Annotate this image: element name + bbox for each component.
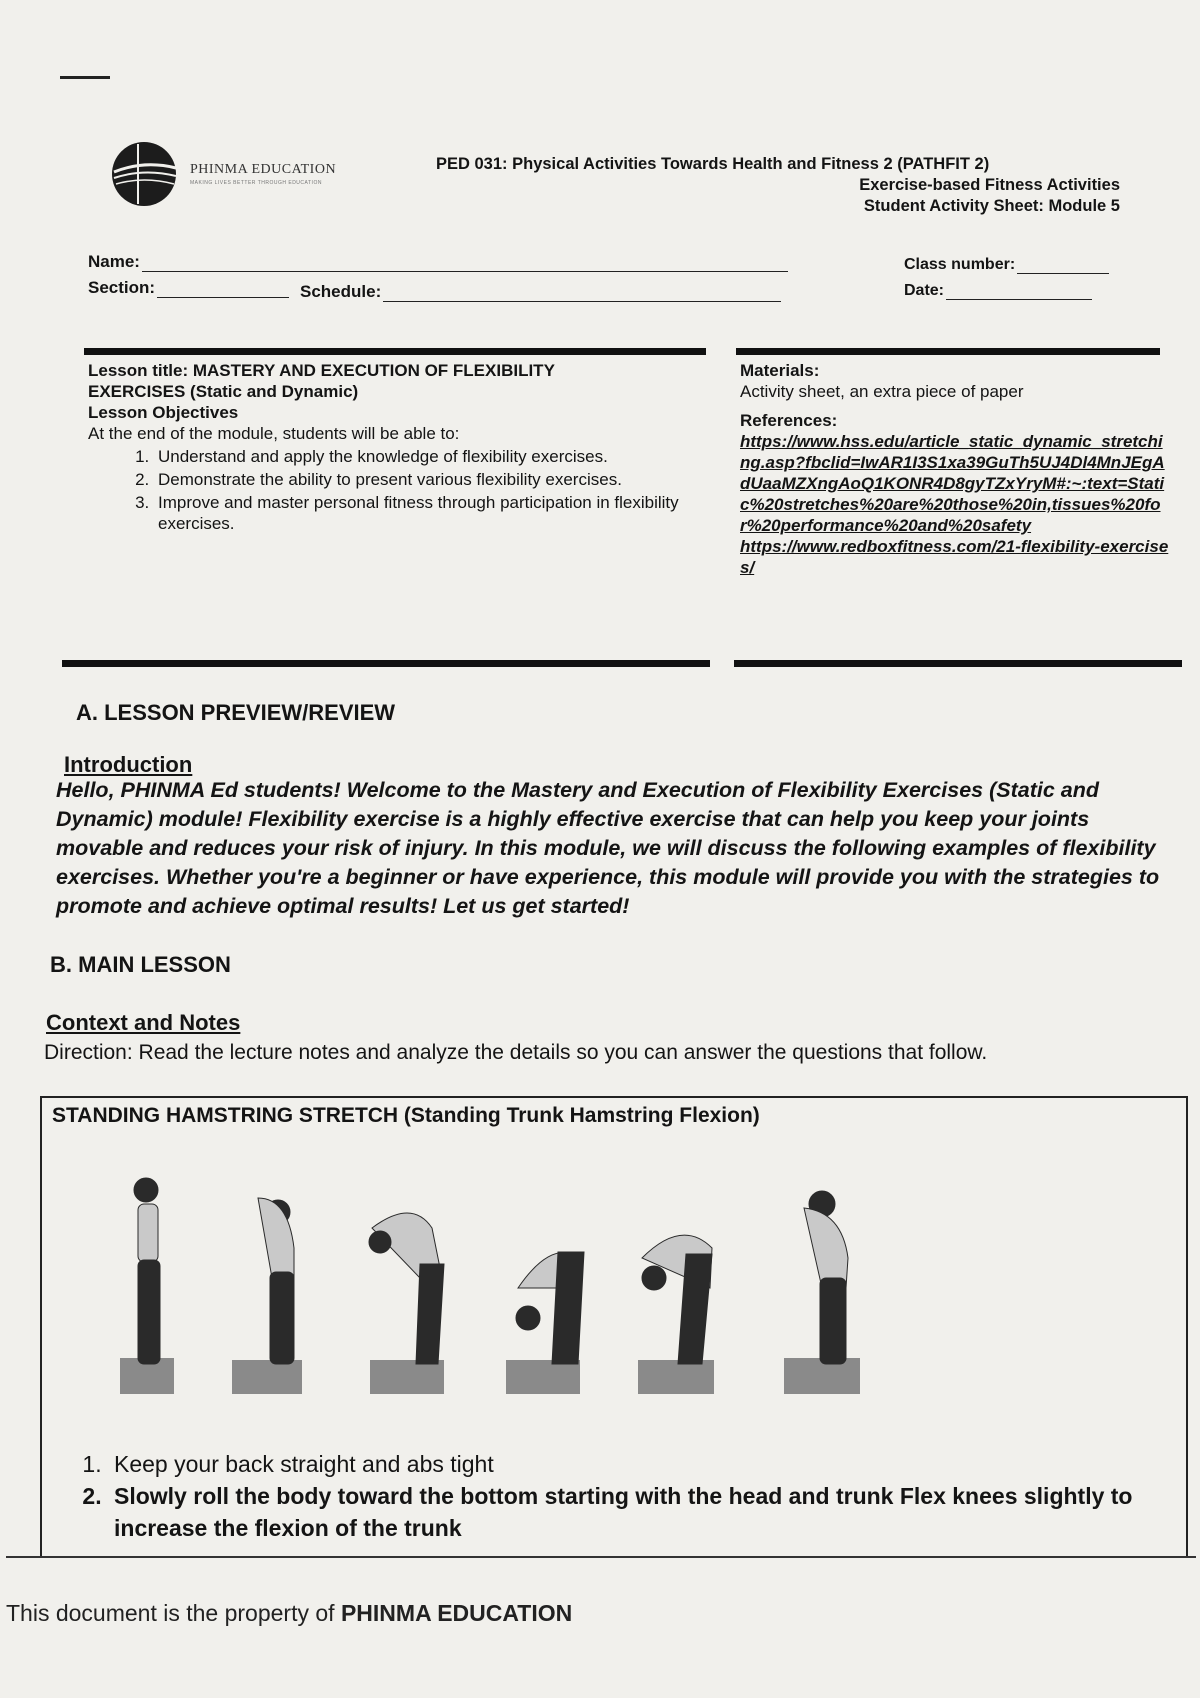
section-field[interactable] bbox=[88, 278, 289, 298]
objectives-list bbox=[88, 446, 698, 534]
top-rule-left bbox=[84, 348, 706, 355]
exercise-step: 1. Keep your back straight and abs tight bbox=[108, 1448, 1200, 1480]
lesson-info bbox=[88, 360, 698, 536]
date-field[interactable] bbox=[904, 282, 1092, 300]
objectives-intro: At the end of the module, students will be able to: bbox=[88, 424, 460, 443]
logo-name: PHINMA EDUCATION bbox=[190, 162, 337, 177]
class-number-field[interactable] bbox=[904, 256, 1109, 274]
lesson-title-line1: Lesson title: MASTERY AND EXECUTION OF FLEXIBILITY bbox=[88, 361, 555, 380]
schedule-blank[interactable] bbox=[383, 285, 781, 302]
hamstring-stretch-sequence-figure bbox=[82, 1168, 1142, 1428]
exercise-steps bbox=[62, 1448, 1200, 1544]
phinma-logo bbox=[108, 138, 336, 210]
references-heading: References: bbox=[740, 411, 838, 430]
sheet-subtitle-block bbox=[859, 175, 1120, 217]
class-number-label: Class number: bbox=[904, 256, 1016, 273]
objective-item: 3. Improve and master personal fitness through participation in flexibility exercises. bbox=[154, 492, 698, 534]
direction-text: Direction: Read the lecture notes and analyze the details so you can answer the questions that follow. bbox=[44, 1041, 988, 1064]
footer-note bbox=[6, 1600, 572, 1627]
top-rule-right bbox=[736, 348, 1160, 355]
materials-heading: Materials: bbox=[740, 361, 820, 380]
logo-tagline: MAKING LIVES BETTER THROUGH EDUCATION bbox=[190, 180, 322, 186]
footer-prefix: This document is the property of bbox=[6, 1600, 335, 1626]
pen-mark bbox=[60, 76, 110, 79]
mid-rule-right bbox=[734, 660, 1182, 667]
footer-owner: PHINMA EDUCATION bbox=[340, 1600, 573, 1626]
section-b-heading: B. MAIN LESSON bbox=[50, 952, 231, 977]
schedule-label: Schedule: bbox=[300, 282, 382, 301]
introduction-heading: Introduction bbox=[64, 752, 193, 777]
section-blank[interactable] bbox=[157, 281, 289, 298]
objectives-heading: Lesson Objectives bbox=[88, 403, 239, 422]
lesson-title-line2: EXERCISES (Static and Dynamic) bbox=[88, 382, 359, 401]
introduction-text: Hello, PHINMA Ed students! Welcome to the Mastery and Execution of Flexibility Exercises (Static and Dynamic) module! Flexibility exercise is a highly effective exercise that can help you keep your joints movable and reduces your risk of injury. In this module, we will discuss the following examples of flexibility exercises. Whether you're a beginner or have experience, this module will provide you with the strategies to promote and achieve optimal results! Let us get started! bbox=[56, 778, 1160, 918]
reference-link[interactable]: https://www.hss.edu/article_static_dynamic_stretching.asp?fbclid=IwAR1I3S1xa39GuTh5UJ4Dl4MnJEgAdUaaMZXngAoQ1KONR4D8gyTZxYryM#:~:text=Static%20stretches%20are%20those%20in,tissues%20for%20performance%20and%20safety bbox=[740, 432, 1165, 535]
references-block bbox=[740, 410, 1170, 578]
schedule-field[interactable] bbox=[300, 282, 781, 302]
date-label: Date: bbox=[904, 282, 945, 299]
phinma-logo-emblem-icon bbox=[108, 138, 180, 210]
materials-info bbox=[740, 360, 1170, 578]
section-a-heading: A. LESSON PREVIEW/REVIEW bbox=[76, 700, 396, 725]
exercise-step: 2. Slowly roll the body toward the bottom starting with the head and trunk Flex knees slightly to increase the flexion of the trunk bbox=[108, 1480, 1200, 1544]
materials-text: Activity sheet, an extra piece of paper bbox=[740, 382, 1024, 401]
objective-item: 2. Demonstrate the ability to present various flexibility exercises. bbox=[154, 469, 698, 490]
objective-item: 1. Understand and apply the knowledge of flexibility exercises. bbox=[154, 446, 698, 467]
section-label: Section: bbox=[88, 278, 156, 297]
class-number-blank[interactable] bbox=[1017, 257, 1109, 274]
name-field[interactable] bbox=[88, 252, 788, 272]
exercise-title: STANDING HAMSTRING STRETCH (Standing Trunk Hamstring Flexion) bbox=[52, 1104, 760, 1127]
sheet-module: Student Activity Sheet: Module 5 bbox=[863, 197, 1120, 215]
sheet-subtitle: Exercise-based Fitness Activities bbox=[859, 176, 1120, 194]
exercise-box bbox=[40, 1096, 1188, 1558]
course-title: PED 031: Physical Activities Towards Health and Fitness 2 (PATHFIT 2) bbox=[436, 155, 990, 173]
box-bottom-rule bbox=[6, 1556, 1196, 1558]
context-heading: Context and Notes bbox=[46, 1010, 241, 1035]
reference-link[interactable]: https://www.redboxfitness.com/21-flexibility-exercises/ bbox=[740, 537, 1169, 577]
name-blank[interactable] bbox=[142, 255, 788, 272]
name-label: Name: bbox=[88, 252, 140, 271]
mid-rule-left bbox=[62, 660, 710, 667]
date-blank[interactable] bbox=[946, 283, 1092, 300]
